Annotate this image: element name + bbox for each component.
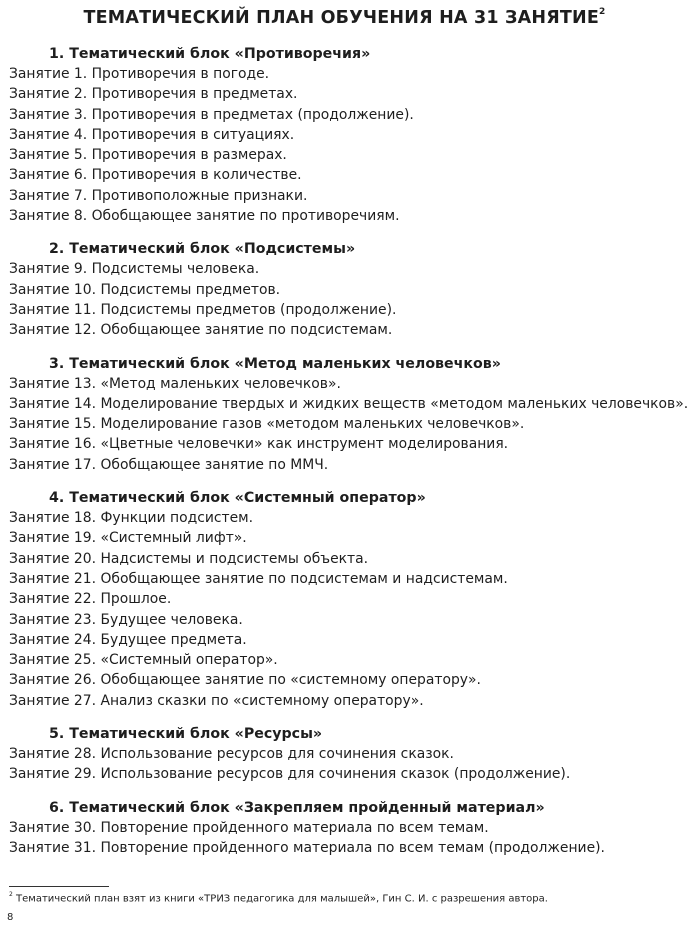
lesson-item: Занятие 15. Моделирование газов «методом маленьких человечков». <box>9 416 525 433</box>
lesson-item: Занятие 1. Противоречия в погоде. <box>9 66 270 82</box>
title-footnote-marker: 2 <box>599 7 606 18</box>
block-title: 4. Тематический блок «Системный оператор» <box>49 490 426 507</box>
lesson-item: Занятие 26. Обобщающее занятие по «системному оператору». <box>9 672 481 689</box>
lesson-item: Занятие 20. Надсистемы и подсистемы объекта. <box>9 550 369 567</box>
thematic-block <box>9 724 684 785</box>
thematic-block <box>9 488 684 711</box>
thematic-block <box>9 354 689 475</box>
lesson-plan <box>9 44 689 871</box>
lesson-item: Занятие 25. «Системный оператор». <box>9 652 278 669</box>
lesson-item: Занятие 8. Обобщающее занятие по противоречиям. <box>9 208 400 225</box>
lesson-item: Занятие 6. Противоречия в количестве. <box>9 167 302 184</box>
lesson-item: Занятие 12. Обобщающее занятие по подсистемам. <box>9 322 393 339</box>
block-title: 5. Тематический блок «Ресурсы» <box>49 726 323 743</box>
lesson-item: Занятие 21. Обобщающее занятие по подсистемам и надсистемам. <box>9 570 508 587</box>
block-title: 2. Тематический блок «Подсистемы» <box>49 241 356 258</box>
lesson-item: Занятие 30. Повторение пройденного материала по всем темам. <box>9 819 489 836</box>
lesson-item: Занятие 27. Анализ сказки по «системному оператору». <box>9 692 424 709</box>
lesson-item: Занятие 2. Противоречия в предметах. <box>9 86 298 103</box>
lesson-item: Занятие 16. «Цветные человечки» как инструмент моделирования. <box>9 436 509 453</box>
lesson-item: Занятие 7. Противоположные признаки. <box>9 187 308 204</box>
lesson-item: Занятие 17. Обобщающее занятие по ММЧ. <box>9 456 329 473</box>
thematic-block <box>9 239 684 340</box>
lesson-item: Занятие 24. Будущее предмета. <box>9 631 247 648</box>
lesson-item: Занятие 29. Использование ресурсов для сочинения сказок (продолжение). <box>9 766 571 783</box>
thematic-block <box>9 798 684 859</box>
page-title-text: ТЕМАТИЧЕСКИЙ ПЛАН ОБУЧЕНИЯ НА 31 ЗАНЯТИЕ <box>83 8 600 28</box>
lesson-item: Занятие 10. Подсистемы предметов. <box>9 281 281 298</box>
lesson-item: Занятие 31. Повторение пройденного материала по всем темам (продолжение). <box>9 839 605 856</box>
page-title <box>0 8 689 28</box>
page-number: 8 <box>7 912 14 923</box>
lesson-item: Занятие 4. Противоречия в ситуациях. <box>9 126 295 143</box>
lesson-item: Занятие 23. Будущее человека. <box>9 611 243 628</box>
lesson-item: Занятие 5. Противоречия в размерах. <box>9 147 287 164</box>
block-title: 3. Тематический блок «Метод маленьких человечков» <box>49 355 501 372</box>
lesson-item: Занятие 19. «Системный лифт». <box>9 530 247 547</box>
lesson-item: Занятие 13. «Метод маленьких человечков». <box>9 375 341 392</box>
lesson-item: Занятие 22. Прошлое. <box>9 591 172 608</box>
lesson-item: Занятие 11. Подсистемы предметов (продолжение). <box>9 301 397 318</box>
lesson-item: Занятие 18. Функции подсистем. <box>9 510 254 527</box>
lesson-item: Занятие 3. Противоречия в предметах (продолжение). <box>9 106 414 123</box>
lesson-item: Занятие 9. Подсистемы человека. <box>9 261 260 278</box>
footnote-marker: 2 <box>9 891 13 898</box>
footnote-divider <box>9 886 109 887</box>
lesson-item: Занятие 28. Использование ресурсов для сочинения сказок. <box>9 746 454 763</box>
thematic-block <box>9 44 684 226</box>
footnote-text: Тематический план взят из книги «ТРИЗ педагогика для малышей», Гин С. И. с разрешения автора. <box>16 893 548 905</box>
block-title: 1. Тематический блок «Противоречия» <box>49 46 371 62</box>
block-title: 6. Тематический блок «Закрепляем пройденный материал» <box>49 799 545 816</box>
lesson-item: Занятие 14. Моделирование твердых и жидких веществ «методом маленьких человечков». <box>9 395 689 412</box>
footnote <box>9 892 548 904</box>
